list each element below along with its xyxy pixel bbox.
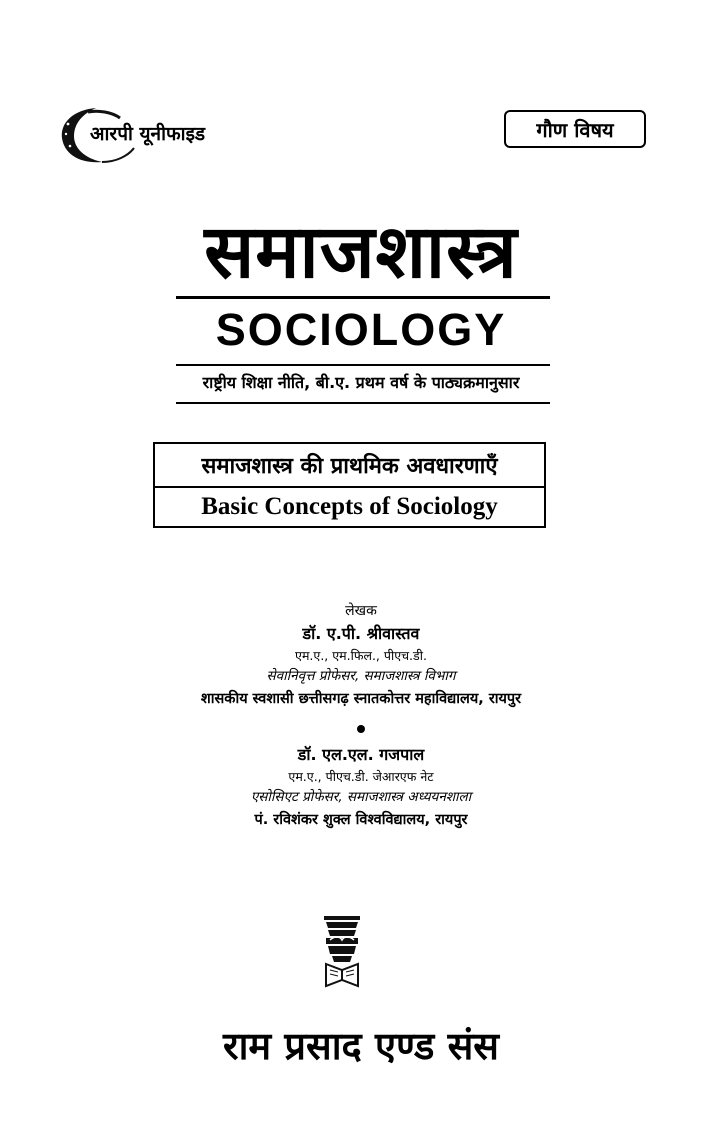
title-divider-bottom <box>176 402 550 404</box>
series-logo <box>58 104 298 166</box>
title-divider-top <box>176 296 550 299</box>
author-separator-bullet <box>357 725 365 733</box>
author-2-degrees: एम.ए., पीएच.डी. जेआरएफ नेट <box>288 769 434 784</box>
subtitle-box <box>153 442 546 528</box>
title-divider-middle <box>176 364 550 366</box>
syllabus-note: राष्ट्रीय शिक्षा नीति, बी.ए. प्रथम वर्ष के पाठ्यक्रमानुसार <box>202 373 520 392</box>
subtitle-english: Basic Concepts of Sociology <box>201 493 498 520</box>
author-1-designation: सेवानिवृत्त प्रोफेसर, समाजशास्त्र विभाग <box>266 668 456 684</box>
author-1-degrees: एम.ए., एम.फिल., पीएच.डी. <box>295 648 427 663</box>
author-1-name: डॉ. ए.पी. श्रीवास्तव <box>302 624 420 643</box>
title-hindi: समाजशास्त्र <box>204 209 518 295</box>
author-1-institution: शासकीय स्वशासी छत्तीसगढ़ स्नातकोत्तर महाविद्यालय, रायपुर <box>200 691 522 707</box>
title-english: SOCIOLOGY <box>215 304 507 355</box>
author-label: लेखक <box>345 603 377 619</box>
series-logo-text: आरपी यूनीफाइड <box>90 123 206 145</box>
publisher-emblem-icon <box>318 910 366 990</box>
author-2-name: डॉ. एल.एल. गजपाल <box>297 745 425 764</box>
subject-badge: गौण विषय <box>504 110 646 148</box>
author-2-institution: पं. रविशंकर शुक्ल विश्वविद्यालय, रायपुर <box>254 812 468 828</box>
author-2-designation: एसोसिएट प्रोफेसर, समाजशास्त्र अध्ययनशाला <box>250 789 472 805</box>
subtitle-hindi: समाजशास्त्र की प्राथमिक अवधारणाएँ <box>155 444 544 488</box>
publisher-name: राम प्रसाद एण्ड संस <box>223 1024 499 1068</box>
